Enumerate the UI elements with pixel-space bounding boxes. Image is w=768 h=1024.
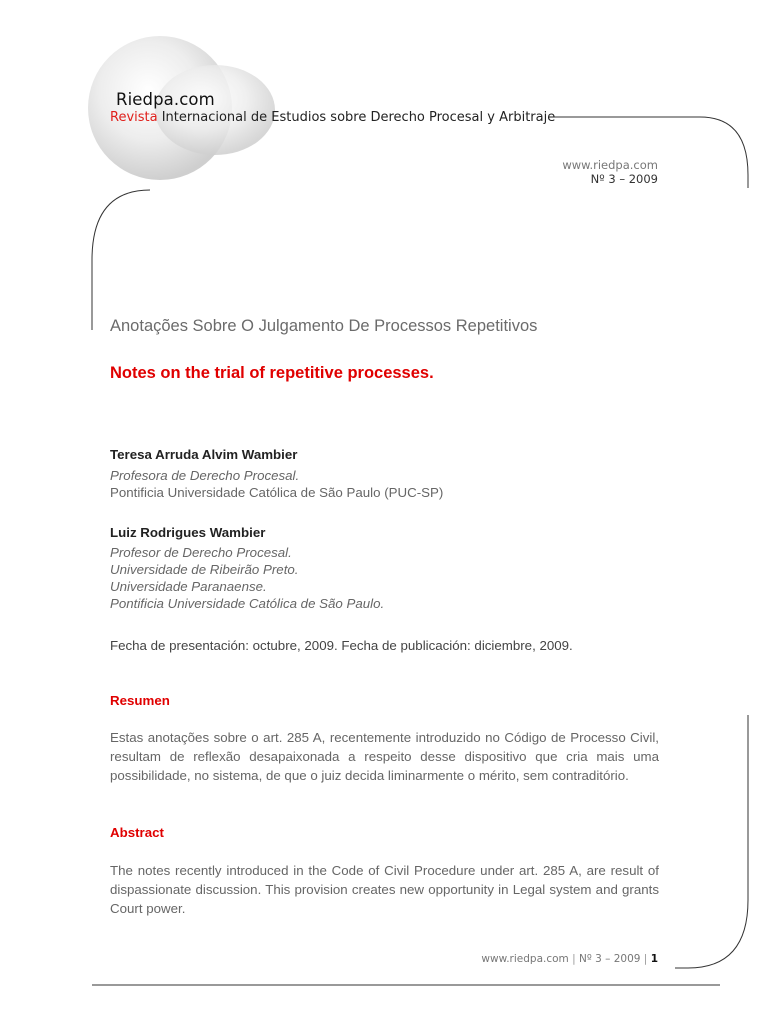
journal-brand: Riedpa.com — [116, 90, 215, 109]
journal-subtitle — [110, 110, 555, 125]
affiliation-line: Pontificia Universidade Católica de São Paulo. — [110, 596, 385, 611]
resumen-text: Estas anotações sobre o art. 285 A, recentemente introduzido no Código de Processo Civil, resultam de reflexão desapaixonada a respeito desse dispositivo que cria mais uma possibilidade, no sistema, de que o juiz decida liminarmente o mérito, sem contraditório. — [110, 730, 659, 783]
page-footer — [481, 953, 658, 965]
affiliation-line: Pontificia Universidade Católica de São Paulo (PUC-SP) — [110, 485, 444, 500]
footer-separator: | — [640, 953, 651, 965]
submission-dates: Fecha de presentación: octubre, 2009. Fecha de publicación: diciembre, 2009. — [110, 638, 573, 653]
page-number: 1 — [650, 953, 658, 965]
journal-subtitle-rest: Internacional de Estudios sobre Derecho Procesal y Arbitraje — [157, 110, 556, 125]
abstract-text: The notes recently introduced in the Code of Civil Procedure under art. 285 A, are result of dispassionate discussion. This provision creates new opportunity in Legal system and grants Court power. — [110, 863, 659, 916]
affiliation-line: Profesor de Derecho Procesal. — [110, 545, 292, 560]
resumen-heading: Resumen — [110, 693, 170, 708]
author-name: Luiz Rodrigues Wambier — [110, 525, 266, 540]
left-frame-rule — [92, 190, 150, 330]
author-name: Teresa Arruda Alvim Wambier — [110, 447, 298, 462]
abstract-heading: Abstract — [110, 825, 164, 840]
author-affiliations — [110, 467, 443, 501]
affiliation-line: Universidade de Ribeirão Preto. — [110, 562, 299, 577]
affiliation-line: Universidade Paranaense. — [110, 579, 267, 594]
affiliation-line: Profesora de Derecho Procesal. — [110, 468, 300, 483]
right-frame-rule — [675, 715, 748, 968]
footer-issue: Nº 3 – 2009 — [579, 953, 641, 965]
journal-subtitle-accent: Revista — [110, 110, 158, 125]
author-affiliations — [110, 544, 384, 612]
article-title-pt: Anotações Sobre O Julgamento De Processos Repetitivos — [110, 317, 538, 335]
footer-separator: | — [568, 953, 579, 965]
article-title-en: Notes on the trial of repetitive processes. — [110, 364, 434, 382]
header-website[interactable]: www.riedpa.com — [562, 158, 658, 172]
footer-website[interactable]: www.riedpa.com — [481, 953, 569, 965]
header-issue: Nº 3 – 2009 — [590, 172, 658, 186]
